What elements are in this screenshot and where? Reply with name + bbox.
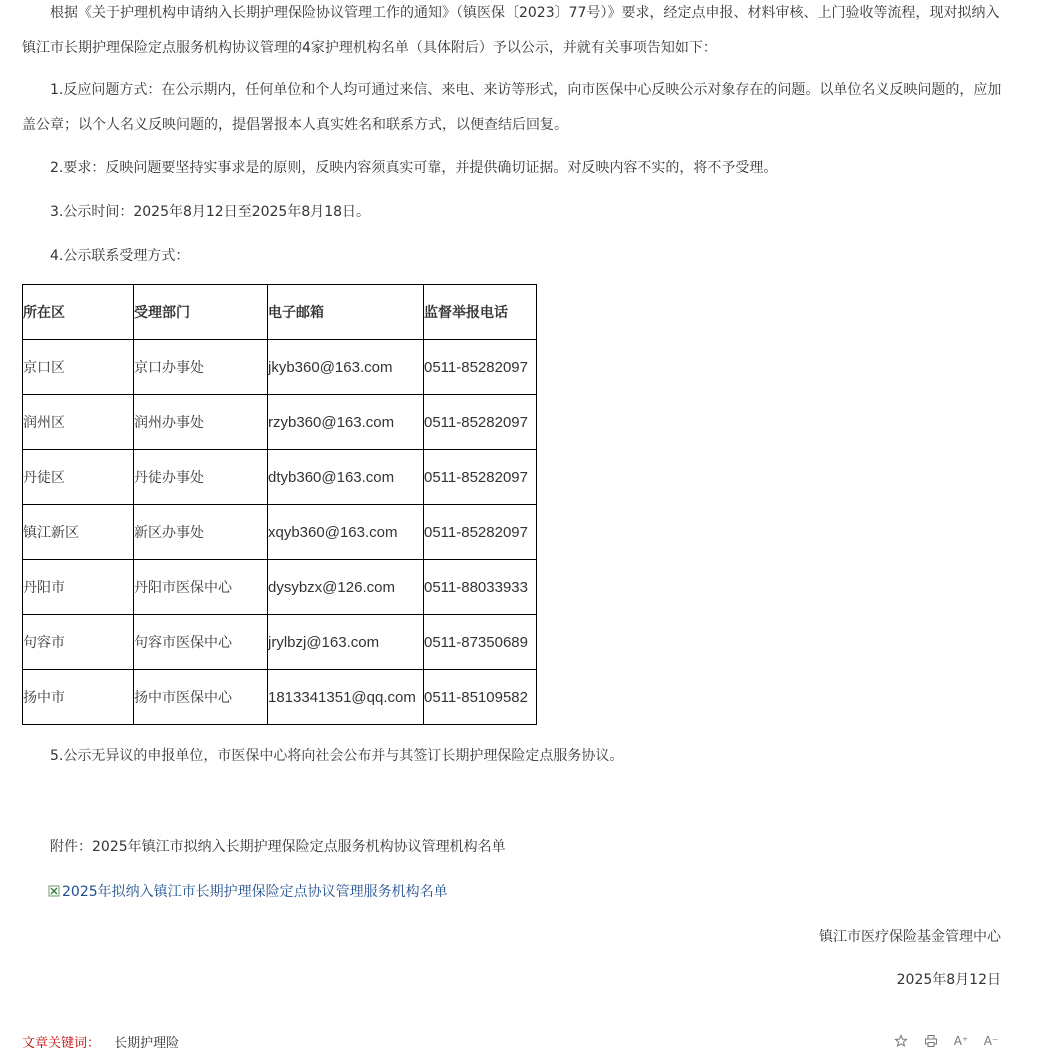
cell-district: 句容市	[23, 615, 134, 670]
table-row	[23, 450, 537, 505]
attachment-link[interactable]	[48, 881, 448, 901]
cell-email: xqyb360@163.com	[268, 505, 424, 560]
cell-phone: 0511-85282097	[424, 450, 537, 505]
cell-phone: 0511-87350689	[424, 615, 537, 670]
table-row	[23, 505, 537, 560]
table-row	[23, 395, 537, 450]
table-row	[23, 615, 537, 670]
table-row	[23, 670, 537, 725]
item-2-paragraph: 2.要求：反映问题要坚持实事求是的原则，反映内容须真实可靠，并提供确切证据。对反映内容不实的，将不予受理。	[50, 160, 778, 176]
header-email: 电子邮箱	[268, 285, 424, 340]
header-phone: 监督举报电话	[424, 285, 537, 340]
signature-org: 镇江市医疗保险基金管理中心	[819, 929, 1001, 945]
cell-phone: 0511-88033933	[424, 560, 537, 615]
cell-email: jrylbzj@163.com	[268, 615, 424, 670]
cell-phone: 0511-85282097	[424, 395, 537, 450]
cell-phone: 0511-85282097	[424, 505, 537, 560]
cell-district: 扬中市	[23, 670, 134, 725]
cell-department: 扬中市医保中心	[134, 670, 268, 725]
signature-date: 2025年8月12日	[896, 972, 1001, 988]
article-keywords	[22, 1032, 179, 1051]
cell-district: 润州区	[23, 395, 134, 450]
item-4-paragraph: 4.公示联系受理方式：	[50, 248, 190, 264]
print-icon[interactable]	[921, 1031, 941, 1051]
cell-district: 丹徒区	[23, 450, 134, 505]
cell-department: 京口办事处	[134, 340, 268, 395]
intro-paragraph: 根据《关于护理机构申请纳入长期护理保险协议管理工作的通知》（镇医保〔2023〕77号）》要求，经定点申报、材料审核、上门验收等流程，现对拟纳入镇江市长期护理保险定点服务机构协议管理的4家护理机构名单（具体附后）予以公示，并就有关事项告知如下：	[22, 5, 1000, 56]
font-decrease-icon[interactable]: A⁻	[983, 1034, 999, 1048]
table-row	[23, 560, 537, 615]
header-district: 所在区	[23, 285, 134, 340]
item-5-paragraph: 5.公示无异议的申报单位，市医保中心将向社会公布并与其签订长期护理保险定点服务协议。	[50, 748, 624, 764]
cell-email: dtyb360@163.com	[268, 450, 424, 505]
contact-table	[22, 284, 537, 725]
keywords-label: 文章关键词：	[22, 1036, 101, 1051]
cell-phone: 0511-85282097	[424, 340, 537, 395]
cell-department: 润州办事处	[134, 395, 268, 450]
cell-email: dysybzx@126.com	[268, 560, 424, 615]
excel-file-icon	[48, 885, 60, 897]
cell-district: 镇江新区	[23, 505, 134, 560]
cell-email: rzyb360@163.com	[268, 395, 424, 450]
cell-email: jkyb360@163.com	[268, 340, 424, 395]
header-department: 受理部门	[134, 285, 268, 340]
cell-department: 新区办事处	[134, 505, 268, 560]
cell-district: 丹阳市	[23, 560, 134, 615]
attachment-label: 附件：2025年镇江市拟纳入长期护理保险定点服务机构协议管理机构名单	[50, 839, 506, 855]
item-3-paragraph: 3.公示时间：2025年8月12日至2025年8月18日。	[50, 204, 371, 220]
font-increase-icon[interactable]: A⁺	[953, 1034, 969, 1048]
attachment-link-text[interactable]: 2025年拟纳入镇江市长期护理保险定点协议管理服务机构名单	[62, 884, 448, 900]
cell-district: 京口区	[23, 340, 134, 395]
table-row	[23, 340, 537, 395]
cell-phone: 0511-85109582	[424, 670, 537, 725]
cell-department: 丹阳市医保中心	[134, 560, 268, 615]
keywords-value[interactable]: 长期护理险	[114, 1036, 180, 1051]
cell-email: 1813341351@qq.com	[268, 670, 424, 725]
item-1-paragraph: 1.反应问题方式：在公示期内，任何单位和个人均可通过来信、来电、来访等形式，向市医保中心反映公示对象存在的问题。以单位名义反映问题的，应加盖公章；以个人名义反映问题的，提倡署报本人真实姓名和联系方式，以便查结后回复。	[22, 82, 1002, 133]
table-header-row	[23, 285, 537, 340]
star-icon[interactable]	[891, 1031, 911, 1051]
article-tools	[891, 1031, 1001, 1051]
cell-department: 句容市医保中心	[134, 615, 268, 670]
cell-department: 丹徒办事处	[134, 450, 268, 505]
